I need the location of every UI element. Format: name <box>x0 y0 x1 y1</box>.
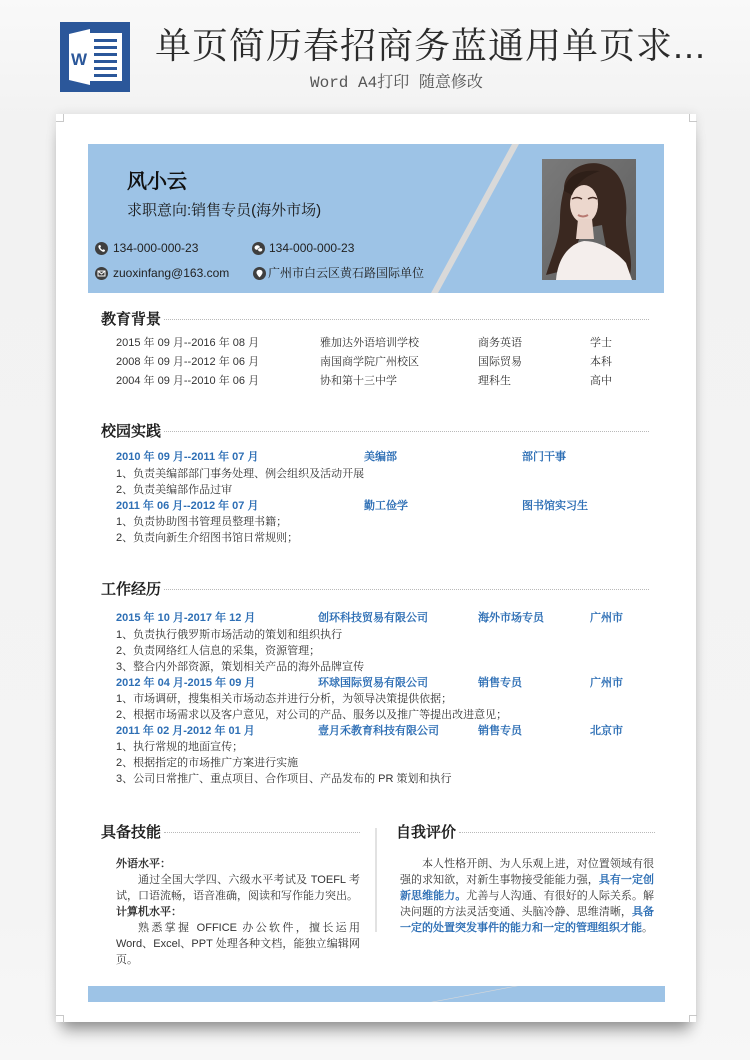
crop-mark-top-right <box>689 114 697 122</box>
document-title: 单页简历春招商务蓝通用单页求... <box>155 25 707 66</box>
education-row <box>116 354 636 370</box>
edu-school: 雅加达外语培训学校 <box>320 337 419 349</box>
skill-text-language: 通过全国大学四、六级水平考试及 TOEFL 考试，口语流畅，语音准确，阅读和写作能力突出。 <box>116 874 360 902</box>
email-icon <box>95 267 108 280</box>
work-city: 广州市 <box>590 677 623 689</box>
dotted-divider <box>164 832 360 833</box>
section-title: 校园实践 <box>101 423 162 440</box>
skill-label-language: 外语水平： <box>116 858 171 870</box>
candidate-name: 风小云 <box>127 171 187 193</box>
self-eval-segment: 本人性格开朗、为人乐观上进，对位置领域有很强的求知欲，对新生事物接受能能力强， <box>400 858 654 886</box>
crop-mark-top-left <box>56 114 64 122</box>
education-row <box>116 335 636 351</box>
campus-item: 1、负责协助图书管理员整理书籍； <box>116 516 288 528</box>
work-entry-header <box>116 610 636 626</box>
work-role: 销售专员 <box>478 677 522 689</box>
section-heading-work <box>101 581 649 599</box>
edu-school: 协和第十三中学 <box>320 375 397 387</box>
work-item: 2、根据市场需求以及客户意见，对公司的产品、服务以及推广等提出改进意见； <box>116 709 508 721</box>
campus-role: 图书馆实习生 <box>522 500 588 512</box>
section-title: 自我评价 <box>396 824 457 841</box>
edu-major: 商务英语 <box>478 337 522 349</box>
self-eval-highlight: 具有一定创新思维能力。 <box>400 874 655 902</box>
edu-major: 国际贸易 <box>478 356 522 368</box>
work-company: 环球国际贸易有限公司 <box>318 677 428 689</box>
work-period: 2011 年 02 月-2012 年 01 月 <box>116 725 255 737</box>
edu-degree: 本科 <box>590 356 612 368</box>
campus-item: 2、负责美编部作品过审 <box>116 484 233 496</box>
document-subtitle: Word A4打印 随意修改 <box>310 74 483 92</box>
word-icon <box>60 22 130 92</box>
self-evaluation-text <box>400 856 654 936</box>
section-heading-skills <box>101 824 360 842</box>
address-value: 广州市白云区黄石路国际单位 <box>268 266 425 280</box>
work-role: 销售专员 <box>478 725 522 737</box>
phone-icon <box>95 242 108 255</box>
work-item: 2、负责网络红人信息的采集，资源管理； <box>116 645 321 657</box>
edu-major: 理科生 <box>478 375 511 387</box>
edu-period: 2008 年 09 月--2012 年 06 月 <box>116 356 260 368</box>
work-company: 壹月禾教育科技有限公司 <box>318 725 439 737</box>
skill-label-computer: 计算机水平： <box>116 906 182 918</box>
footer-stripe <box>88 986 665 1002</box>
work-entry-header <box>116 675 636 691</box>
footer-band <box>88 986 665 1002</box>
email-value[interactable]: zuoxinfang@163.com <box>113 266 230 280</box>
work-item: 3、整合内外部资源，策划相关产品的海外品牌宣传 <box>116 661 365 673</box>
location-icon <box>253 267 266 280</box>
work-item: 3、公司日常推广、重点项目、合作项目、产品发布的 PR 策划和执行 <box>116 773 452 785</box>
section-heading-education <box>101 311 649 329</box>
work-item: 1、市场调研，搜集相关市场动态并进行分析，为领导决策提供依据； <box>116 693 453 705</box>
dotted-divider <box>164 589 649 590</box>
dotted-divider <box>164 319 649 320</box>
campus-role: 部门干事 <box>522 451 566 463</box>
education-row <box>116 373 636 389</box>
edu-school: 南国商学院广州校区 <box>320 356 419 368</box>
campus-entry-header <box>116 498 636 514</box>
work-item: 1、执行常规的地面宣传； <box>116 741 244 753</box>
work-period: 2015 年 10 月-2017 年 12 月 <box>116 612 256 624</box>
portrait-photo <box>542 159 636 280</box>
skill-text-computer: 熟悉掌握 OFFICE 办公软件，擅长运用 Word、Excel、PPT 处理各种文档，能独立编辑网页。 <box>116 922 360 966</box>
work-city: 北京市 <box>590 725 623 737</box>
edu-degree: 学士 <box>590 337 612 349</box>
work-company: 创环科技贸易有限公司 <box>318 612 428 624</box>
edu-period: 2004 年 09 月--2010 年 06 月 <box>116 375 260 387</box>
column-divider <box>375 828 377 932</box>
wechat-value[interactable]: 134-000-000-23 <box>269 241 355 255</box>
section-title: 具备技能 <box>101 824 162 841</box>
campus-period: 2010 年 09 月--2011 年 07 月 <box>116 451 259 463</box>
self-eval-segment: 尤善与人沟通、有很好的人际关系。解决问题的方法灵活变通、头脑冷静、思维清晰， <box>400 890 655 918</box>
work-item: 2、根据指定的市场推广方案进行实施 <box>116 757 299 769</box>
crop-mark-bottom-right <box>689 1015 697 1023</box>
svg-text:W: W <box>71 50 88 69</box>
work-item: 1、负责执行俄罗斯市场活动的策划和组织执行 <box>116 629 343 641</box>
campus-org: 美编部 <box>364 451 397 463</box>
crop-mark-bottom-left <box>56 1015 64 1023</box>
edu-degree: 高中 <box>590 375 612 387</box>
work-role: 海外市场专员 <box>478 612 544 624</box>
section-heading-self-evaluation <box>396 824 655 842</box>
work-city: 广州市 <box>590 612 623 624</box>
job-intent: 求职意向:销售专员(海外市场) <box>127 202 322 219</box>
phone-value[interactable]: 134-000-000-23 <box>113 241 199 255</box>
dotted-divider <box>459 832 655 833</box>
dotted-divider <box>164 431 649 432</box>
work-entry-header <box>116 723 636 739</box>
section-title: 工作经历 <box>101 581 162 598</box>
section-heading-campus <box>101 423 649 441</box>
campus-item: 1、负责美编部部门事务处理、例会组织及活动开展 <box>116 468 365 480</box>
campus-org: 勤工俭学 <box>364 500 408 512</box>
campus-item: 2、负责向新生介绍图书馆日常规则； <box>116 532 299 544</box>
wechat-icon <box>252 242 265 255</box>
self-eval-segment: 。 <box>642 922 653 934</box>
section-title: 教育背景 <box>101 311 162 328</box>
work-period: 2012 年 04 月-2015 年 09 月 <box>116 677 256 689</box>
campus-period: 2011 年 06 月--2012 年 07 月 <box>116 500 259 512</box>
campus-entry-header <box>116 449 636 465</box>
self-eval-highlight: 具备一定的处置突发事件的能力和一定的管理组织才能 <box>400 906 654 934</box>
edu-period: 2015 年 09 月--2016 年 08 月 <box>116 337 260 349</box>
